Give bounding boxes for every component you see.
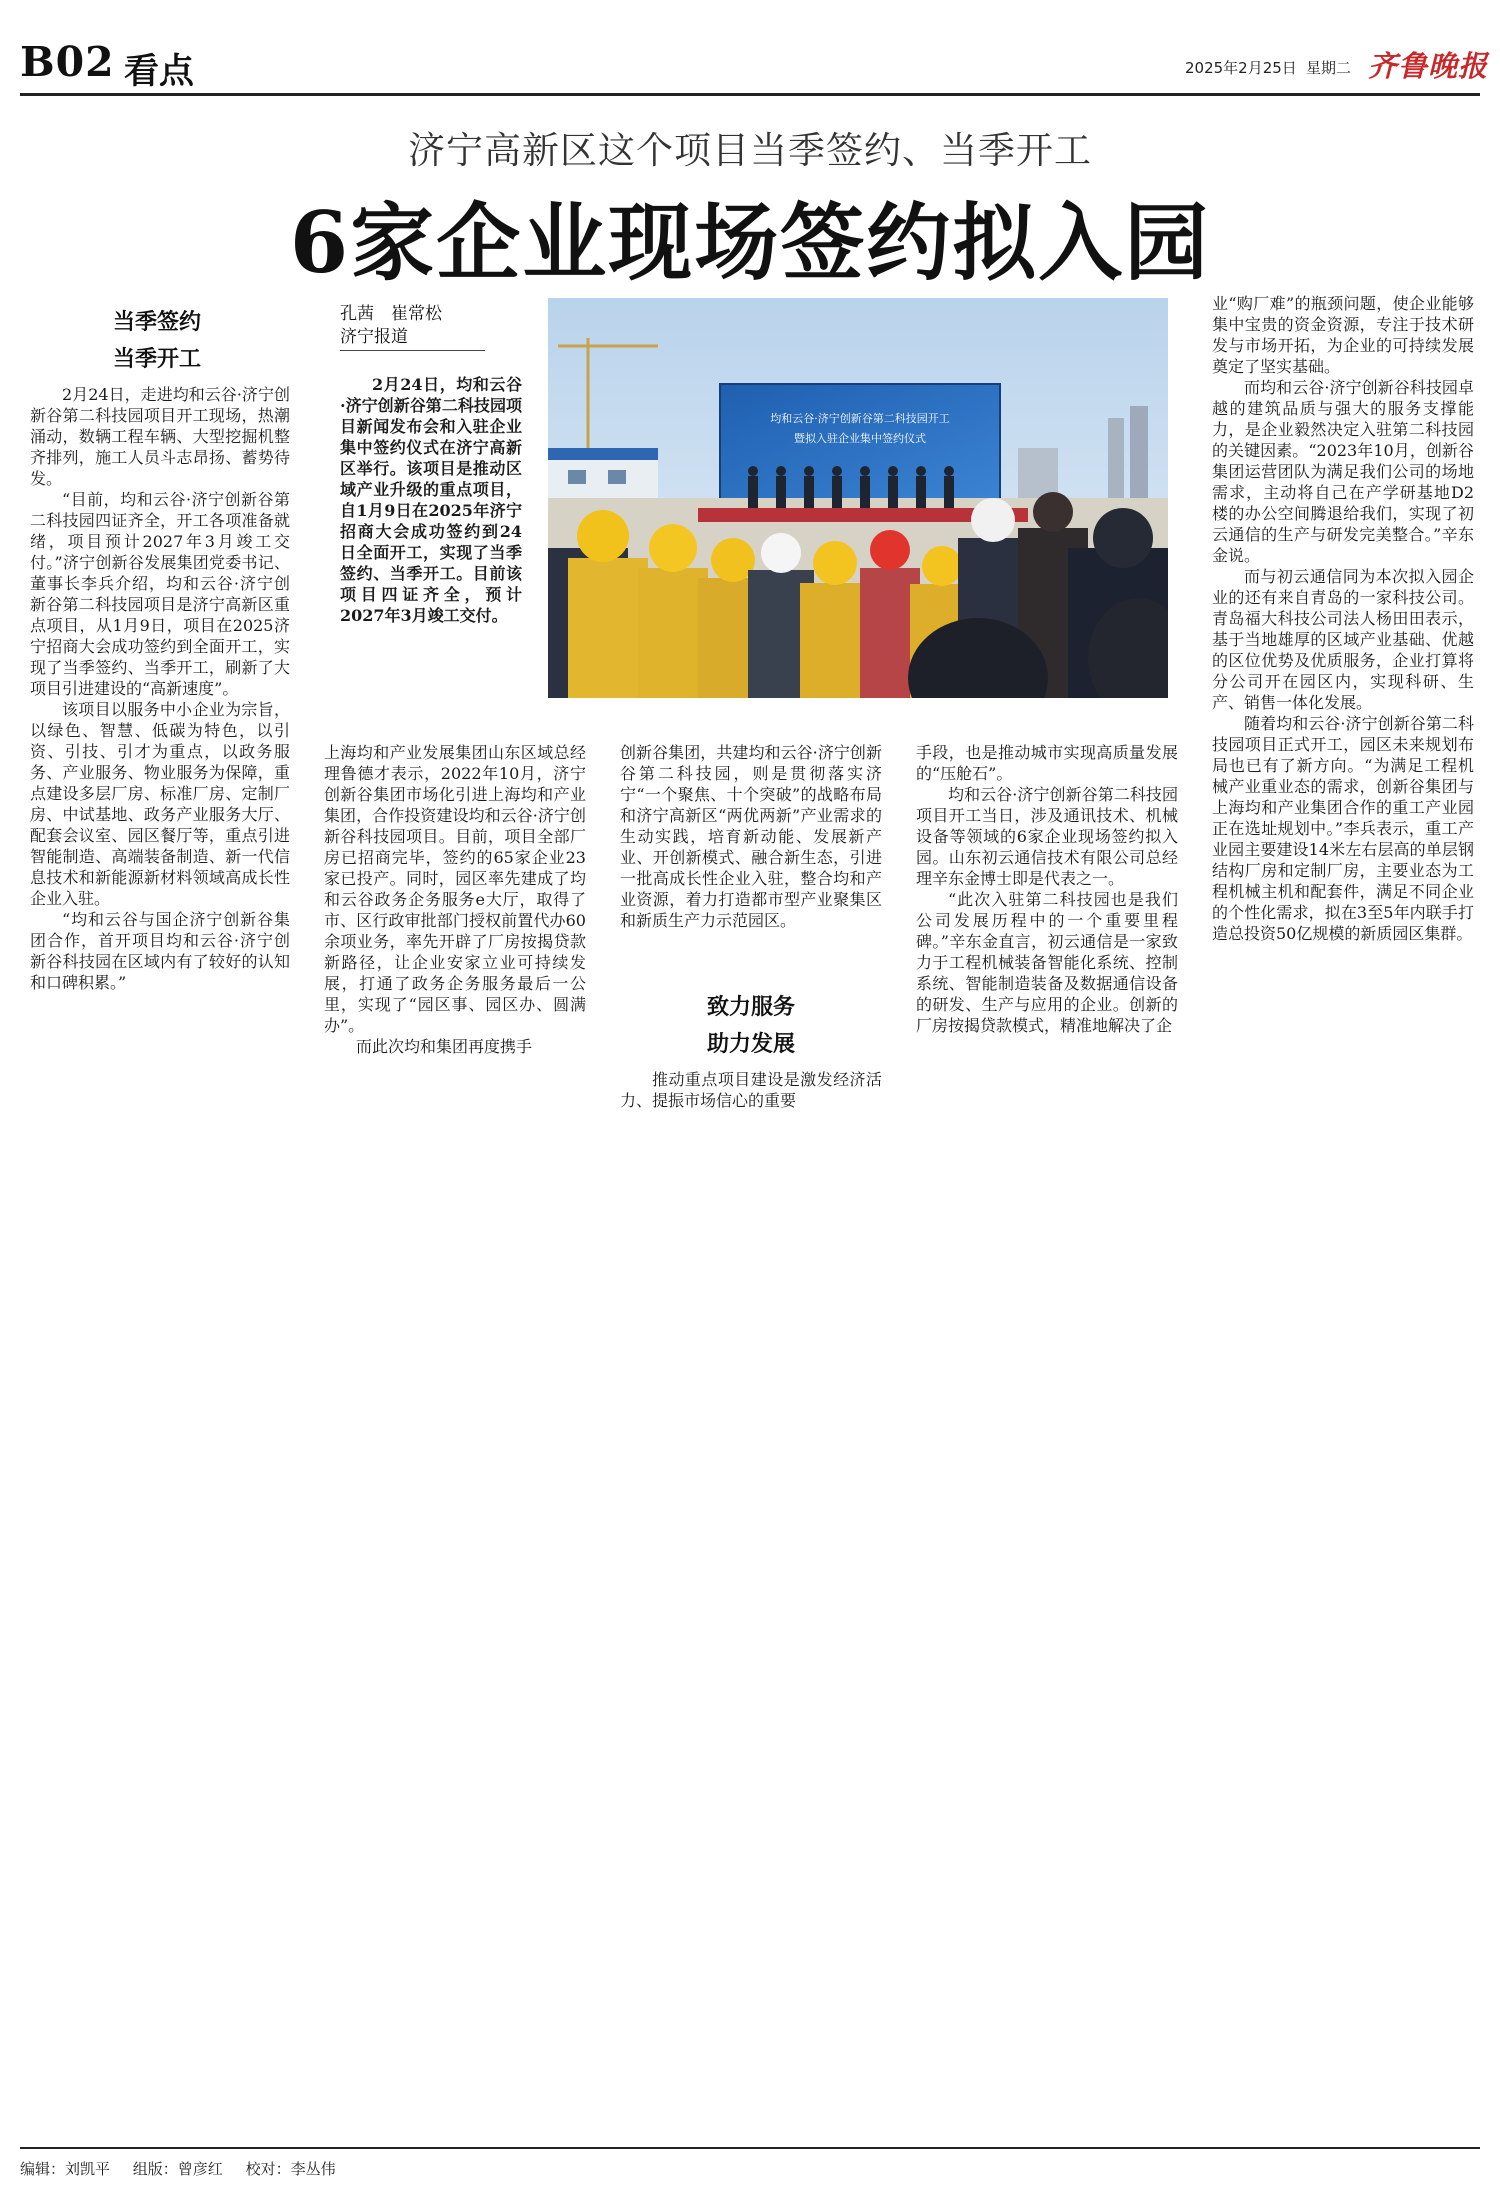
layout-credit: 组版：曾彦红 — [132, 2160, 223, 2178]
footer-rule — [20, 2147, 1480, 2149]
article-subheadline: 济宁高新区这个项目当季签约、当季开工 — [408, 129, 1092, 172]
news-photo — [548, 298, 1168, 698]
paragraph: 2月24日，走进均和云谷·济宁创新谷第二科技园项目开工现场，热潮涌动，数辆工程车辆、大型挖掘机整齐排列，施工人员斗志昂扬、蓄势待发。 — [30, 385, 290, 488]
paragraph: 手段，也是推动城市实现高质量发展的“压舱石”。 — [916, 743, 1178, 783]
byline-source: 济宁报道 — [340, 327, 408, 347]
signing-ceremony-photo — [548, 298, 1168, 698]
byline-authors: 孔茜 崔常松 — [340, 304, 442, 324]
article-headline: 6家企业现场签约拟入园 — [289, 193, 1211, 292]
section-title: 看点 — [124, 51, 195, 92]
paragraph: 上海均和产业发展集团山东区域总经理鲁德才表示，2022年10月，济宁创新谷集团市场化引进上海均和产业集团，合作投资建设均和云谷·济宁创新谷科技园项目。目前，项目全部厂房已招商完毕，签约的65家企业23家已投产。同时，园区率先建成了均和云谷政务企务服务e大厅，取得了市、区行政审批部门授权前置代办60余项业务，率先开辟了厂房按揭贷款新路径，让企业安家立业可持续发展，打通了政务企务服务最后一公里，实现了“园区事、园区办、圆满办”。 — [324, 743, 586, 1035]
issue-date: 2025年2月25日 — [1185, 59, 1297, 77]
paragraph: 业“购厂难”的瓶颈问题，使企业能够集中宝贵的资金资源，专注于技术研发与市场开拓，为企业的可持续发展奠定了坚实基础。 — [1212, 294, 1474, 376]
paragraph: 而与初云通信同为本次拟入园企业的还有来自青岛的一家科技公司。青岛福大科技公司法人杨田田表示，基于当地雄厚的区域产业基础、优越的区位优势及优质服务，企业打算将分公司开在园区内，实现科研、生产、销售一体化发展。 — [1212, 567, 1474, 712]
paragraph: “均和云谷与国企济宁创新谷集团合作，首开项目均和云谷·济宁创新谷科技园在区域内有了较好的认知和口碑积累。” — [30, 910, 290, 992]
paragraph: 推动重点项目建设是激发经济活力、提振市场信心的重要 — [620, 1070, 882, 1110]
byline — [340, 303, 480, 349]
footer-credits — [20, 2158, 354, 2179]
paragraph: “此次入驻第二科技园也是我们公司发展历程中的一个重要里程碑。”辛东金直言，初云通信是一家致力于工程机械装备智能化系统、控制系统、智能制造装备及数据通信设备的研发、生产与应用的企业。创新的厂房按揭贷款模式，精准地解决了企 — [916, 890, 1178, 1035]
newspaper-masthead-logo: 齐鲁晚报 — [1368, 49, 1489, 83]
byline-rule — [340, 350, 485, 351]
section-heading-2a: 致力服务 — [706, 994, 795, 1020]
article-lead — [340, 374, 522, 626]
column-3-continued — [620, 1069, 882, 1111]
screen-text-line2: 暨拟入驻企业集中签约仪式 — [794, 432, 926, 445]
paragraph: 创新谷集团，共建均和云谷·济宁创新谷第二科技园，则是贯彻落实济宁“一个聚焦、十个突破”的战略布局和济宁高新区“两优两新”产业需求的生动实践，培育新动能、发展新产业、开创新模式、融合新生态，引进一批高成长性企业入驻，整合均和产业资源，着力打造都市型产业聚集区和新质生产力示范园区。 — [620, 743, 882, 930]
column-4 — [916, 742, 1178, 1036]
header-rule — [20, 93, 1480, 96]
screen-text-line1: 均和云谷·济宁创新谷第二科技园开工 — [770, 412, 950, 425]
lead-paragraph: 2月24日，均和云谷·济宁创新谷第二科技园项目新闻发布会和入驻企业集中签约仪式在济宁高新区举行。该项目是推动区域产业升级的重点项目，自1月9日在2025年济宁招商大会成功签约到24日全面开工，实现了当季签约、当季开工。目前该项目四证齐全，预计2027年3月竣工交付。 — [340, 375, 522, 625]
paragraph: 均和云谷·济宁创新谷第二科技园项目开工当日，涉及通讯技术、机械设备等领域的6家企业现场签约拟入园。山东初云通信技术有限公司总经理辛东金博士即是代表之一。 — [916, 785, 1178, 888]
paragraph: 而此次均和集团再度携手 — [356, 1037, 533, 1056]
issue-weekday: 星期二 — [1306, 59, 1352, 77]
section-heading-1a: 当季签约 — [112, 309, 201, 335]
section-heading-2b: 助力发展 — [706, 1031, 795, 1057]
column-5 — [1212, 293, 1474, 944]
paragraph: 随着均和云谷·济宁创新谷第二科技园项目正式开工，园区未来规划布局也已有了新方向。“为满足工程机械产业重业态的需求，创新谷集团与上海均和产业集团合作的重工产业园正在选址规划中。”李兵表示，重工产业园主要建设14米左右层高的单层钢结构厂房和定制厂房，主要业态为工程机械主机和配套件，满足不同企业的个性化需求，拟在3至5年内联手打造总投资50亿规模的新质园区集群。 — [1212, 714, 1474, 943]
paragraph: “目前，均和云谷·济宁创新谷第二科技园四证齐全，开工各项准备就绪，项目预计2027年3月竣工交付。”济宁创新谷发展集团党委书记、董事长李兵介绍，均和云谷·济宁创新谷第二科技园项目是济宁高新区重点项目，从1月9日，项目在2025济宁招商大会成功签约到全面开工，实现了当季签约、当季开工，刷新了大项目引进建设的“高新速度”。 — [30, 490, 290, 698]
paragraph: 而均和云谷·济宁创新谷科技园卓越的建筑品质与强大的服务支撑能力，是企业毅然决定入驻第二科技园的关键因素。“2023年10月，创新谷集团运营团队为满足我们公司的场地需求，主动将自己在产学研基地D2楼的办公空间腾退给我们，实现了初云通信的生产与研发完美整合。”辛东金说。 — [1212, 378, 1474, 565]
column-2 — [324, 742, 586, 1057]
section-heading-1b: 当季开工 — [112, 346, 201, 372]
paragraph: 该项目以服务中小企业为宗旨，以绿色、智慧、低碳为特色，以引资、引技、引才为重点，以政务服务、产业服务、物业服务为保障，重点建设多层厂房、标准厂房、定制厂房、中试基地、政务产业服务大厅、配套会议室、园区餐厅等，重点引进智能制造、高端装备制造、新一代信息技术和新能源新材料领域高成长性企业入驻。 — [30, 700, 290, 908]
page-number: B02 — [20, 38, 115, 86]
proofread-credit: 校对：李丛伟 — [245, 2160, 336, 2178]
column-3 — [620, 742, 882, 931]
editor-credit: 编辑：刘凯平 — [20, 2160, 111, 2178]
column-1 — [30, 384, 290, 993]
